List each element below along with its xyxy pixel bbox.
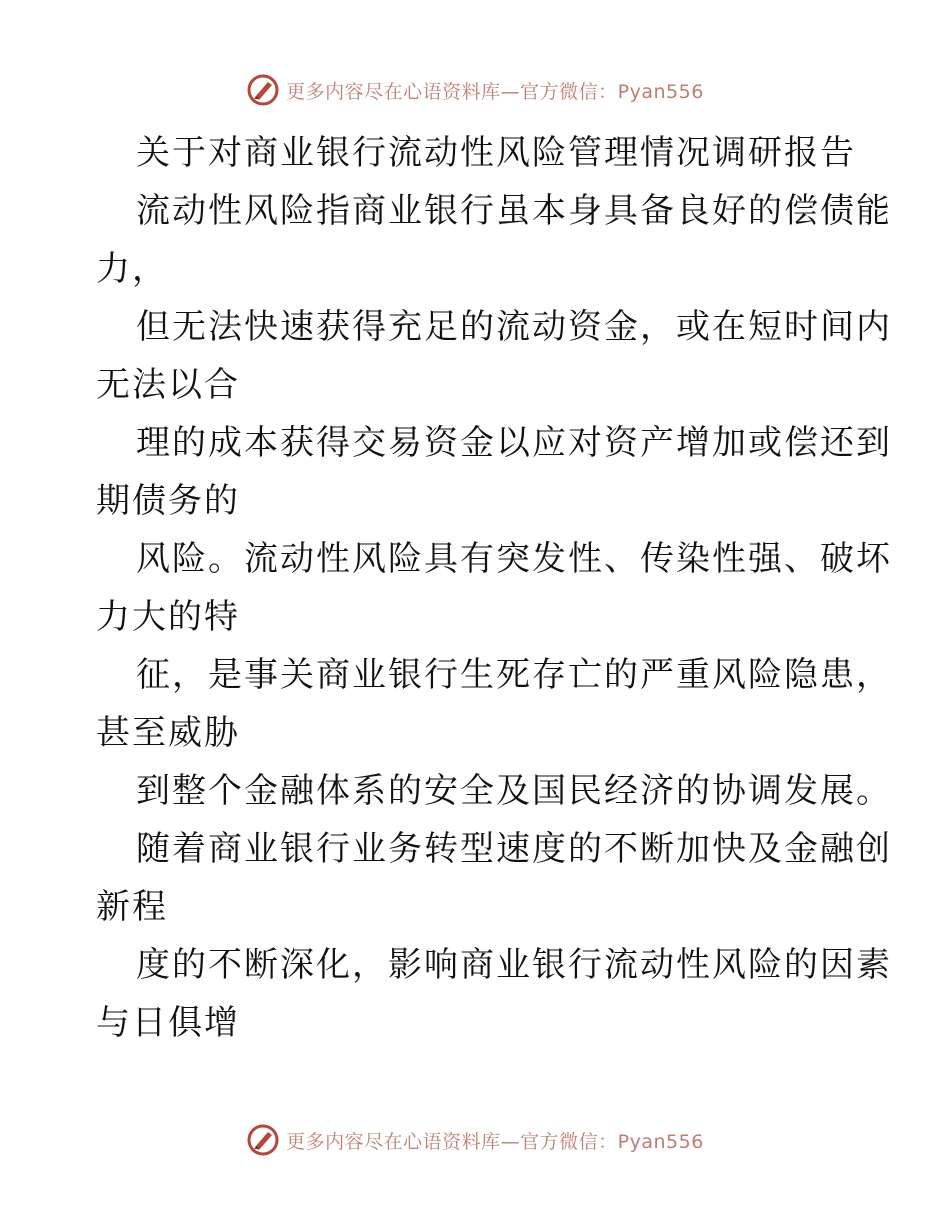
text-line: 到整个金融体系的安全及国民经济的协调发展。 xyxy=(136,771,892,811)
text-line: 力， xyxy=(96,249,168,289)
brand-logo-icon xyxy=(246,73,280,107)
text-line: 与日俱增 xyxy=(96,1003,240,1043)
header-text: 更多内容尽在心语资料库—官方微信：Pyan556 xyxy=(286,80,704,103)
text-line: 但无法快速获得充足的流动资金，或在短时间内 xyxy=(136,307,892,347)
text-line: 理的成本获得交易资金以应对资产增加或偿还到 xyxy=(136,423,892,463)
text-line: 关于对商业银行流动性风险管理情况调研报告 xyxy=(136,133,856,173)
text-line: 力大的特 xyxy=(96,597,240,637)
text-line: 风险。流动性风险具有突发性、传染性强、破坏 xyxy=(136,539,892,579)
text-line: 征，是事关商业银行生死存亡的严重风险隐患， xyxy=(136,655,892,695)
header-banner xyxy=(0,70,950,110)
footer-banner xyxy=(0,1120,950,1160)
document-body xyxy=(96,124,892,1052)
text-line: 随着商业银行业务转型速度的不断加快及金融创 xyxy=(136,829,892,869)
text-line: 新程 xyxy=(96,887,168,927)
brand-logo-icon xyxy=(246,1123,280,1157)
footer-text: 更多内容尽在心语资料库—官方微信：Pyan556 xyxy=(286,1130,704,1153)
text-line: 度的不断深化，影响商业银行流动性风险的因素 xyxy=(136,945,892,985)
text-line: 甚至威胁 xyxy=(96,713,240,753)
text-line: 无法以合 xyxy=(96,365,240,405)
text-line: 期债务的 xyxy=(96,481,240,521)
text-line: 流动性风险指商业银行虽本身具备良好的偿债能 xyxy=(136,191,892,231)
